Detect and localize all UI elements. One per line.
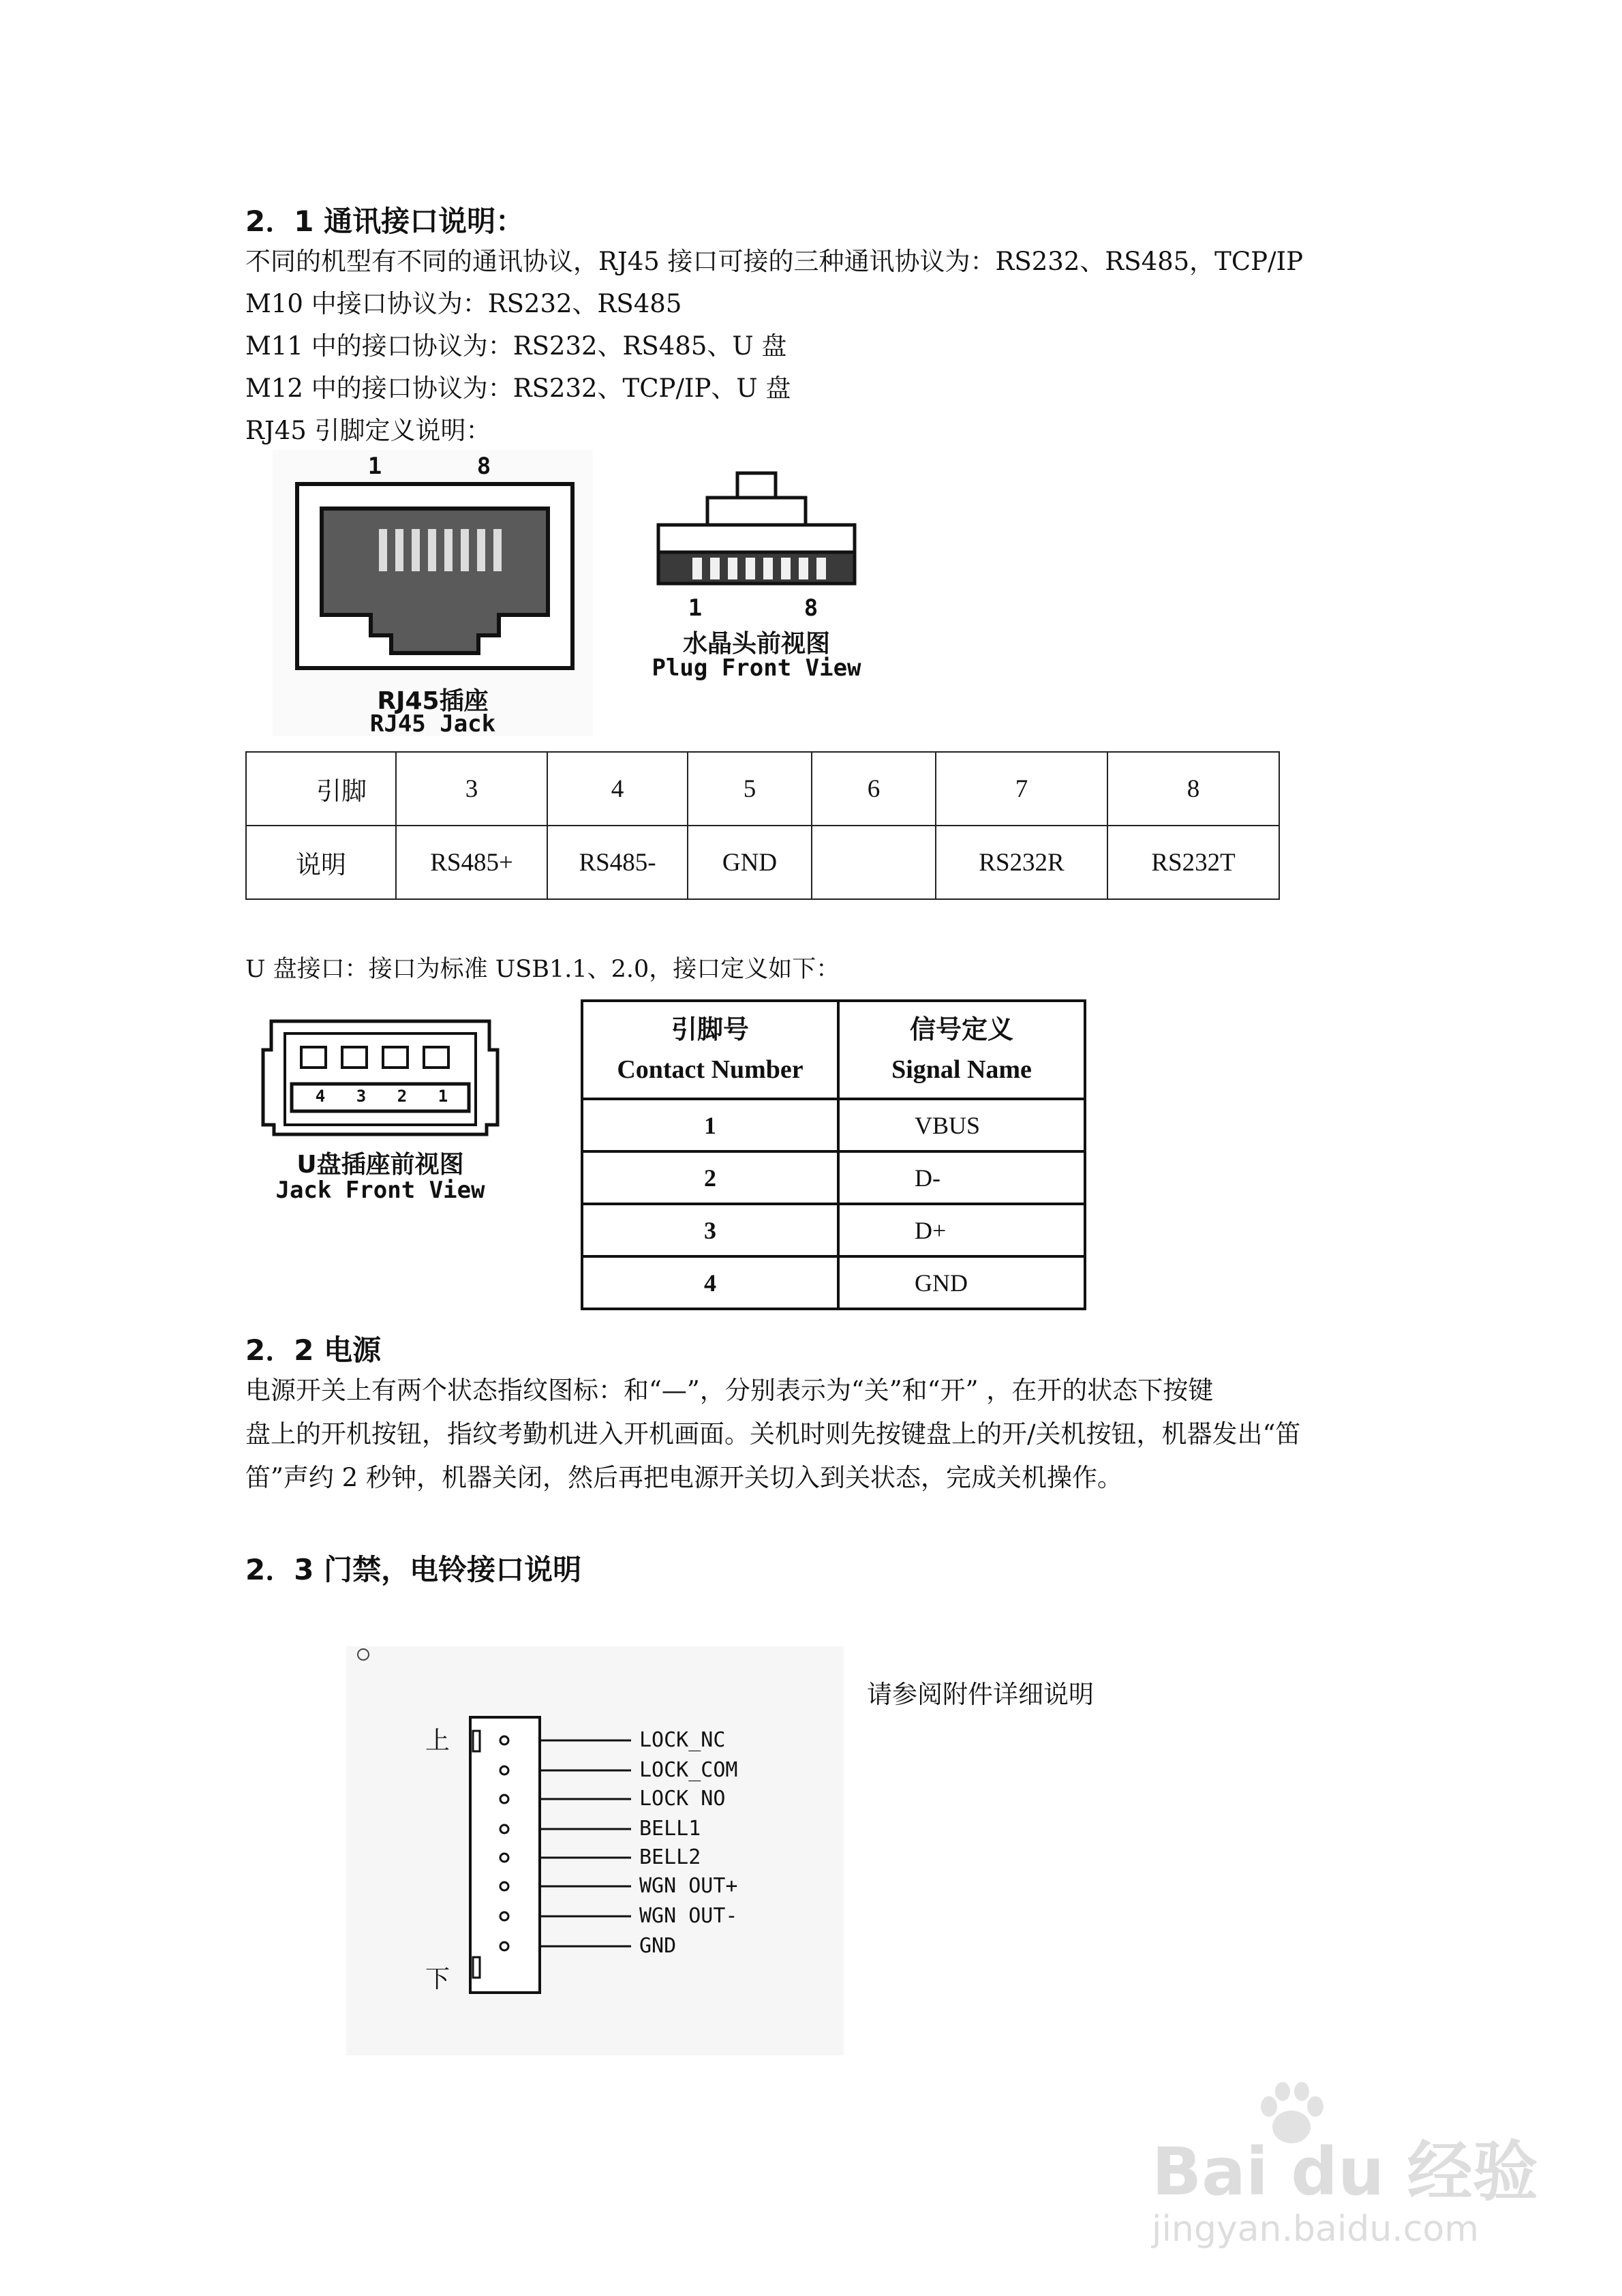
watermark-url: jingyan.baidu.com xyxy=(1152,2209,1479,2250)
terminal-label: LOCK_COM xyxy=(639,1758,738,1782)
watermark-brand: Bai du 经验 xyxy=(1152,2134,1538,2210)
table-row xyxy=(582,1099,1085,1151)
table-cell: 4 xyxy=(547,752,688,826)
top-label: 上 xyxy=(425,1727,450,1755)
table-cell: 8 xyxy=(1107,752,1279,826)
section-2-3-title: 2．3 门禁，电铃接口说明 xyxy=(245,1553,582,1586)
jack-label-en: RJ45 Jack xyxy=(369,710,496,738)
table-row xyxy=(582,1204,1085,1256)
bottom-label: 下 xyxy=(425,1965,450,1993)
table-cell: VBUS xyxy=(838,1099,1085,1151)
paragraph-line: 笛”声约 2 秒钟，机器关闭，然后再把电源开关切入到关状态，完成关机操作。 xyxy=(245,1463,1122,1492)
usb-pin-label: 1 xyxy=(438,1087,448,1106)
paragraph-line: M12 中的接口协议为：RS232、TCP/IP、U 盘 xyxy=(245,374,791,403)
jack-pin-first: 1 xyxy=(367,453,382,480)
column-header-signal: 信号定义 Signal Name xyxy=(838,1001,1085,1099)
paragraph-line: RJ45 引脚定义说明： xyxy=(245,416,491,445)
terminal-label: BELL1 xyxy=(639,1817,701,1841)
usb-pin-label: 2 xyxy=(397,1087,408,1106)
table-cell xyxy=(812,826,936,899)
rj45-plug-figure xyxy=(627,464,886,695)
table-row xyxy=(582,1151,1085,1204)
table-cell: RS232R xyxy=(936,826,1107,899)
baidu-watermark xyxy=(1152,2079,1574,2256)
table-cell: RS485+ xyxy=(396,826,547,899)
table-cell: RS485- xyxy=(547,826,688,899)
row-head-desc: 说明 xyxy=(246,826,396,899)
usb-intro: U 盘接口：接口为标准 USB1.1、2.0，接口定义如下： xyxy=(245,956,840,983)
table-cell: RS232T xyxy=(1107,826,1279,899)
table-cell: D- xyxy=(838,1151,1085,1204)
paragraph-line: 不同的机型有不同的通讯协议，RJ45 接口可接的三种通讯协议为：RS232、RS485，TCP/IP xyxy=(245,247,1304,276)
usb-jack-figure xyxy=(258,1009,503,1234)
terminal-label: GND xyxy=(639,1934,677,1958)
table-row xyxy=(582,1256,1085,1309)
table-row xyxy=(246,826,1279,899)
table-cell: GND xyxy=(688,826,812,899)
table-cell: 3 xyxy=(582,1204,838,1256)
rj45-jack-figure xyxy=(273,450,593,736)
connector-drawing xyxy=(346,1646,844,2055)
see-attachment-note: 请参阅附件详细说明 xyxy=(867,1680,1094,1709)
table-cell: 3 xyxy=(396,752,547,826)
paragraph-line: M11 中的接口协议为：RS232、RS485、U 盘 xyxy=(245,331,787,361)
terminal-label: BELL2 xyxy=(639,1845,701,1869)
terminal-label: LOCK_NC xyxy=(639,1728,726,1752)
terminal-label: LOCK NO xyxy=(639,1787,726,1811)
terminal-label: WGN OUT- xyxy=(639,1904,738,1928)
usb-pin-label: 3 xyxy=(356,1087,367,1106)
terminal-label: WGN OUT+ xyxy=(639,1874,738,1898)
usb-pin-table xyxy=(581,999,1086,1310)
paragraph-line: 电源开关上有两个状态指纹图标：和“—”，分别表示为“关”和“开” ，在开的状态下按键 xyxy=(245,1376,1214,1405)
table-cell: 6 xyxy=(812,752,936,826)
plug-label-cn: 水晶头前视图 xyxy=(682,630,830,658)
usb-label-en: Jack Front View xyxy=(275,1177,485,1204)
rj45-plug-drawing xyxy=(654,470,859,586)
plug-label-en: Plug Front View xyxy=(652,654,861,682)
section-2-2-title: 2．2 电源 xyxy=(245,1333,382,1367)
rj45-jack-drawing xyxy=(294,481,581,675)
table-header-row xyxy=(582,1001,1085,1099)
table-cell: 1 xyxy=(582,1099,838,1151)
table-row xyxy=(246,752,1279,826)
paragraph-line: M10 中接口协议为：RS232、RS485 xyxy=(245,289,682,318)
door-bell-connector-figure xyxy=(346,1646,844,2055)
row-head-pin: 引脚 xyxy=(246,752,396,826)
paragraph-line: 盘上的开机按钮，指纹考勤机进入开机画面。关机时则先按键盘上的开/关机按钮，机器发出“笛 xyxy=(245,1419,1301,1449)
plug-pin-first: 1 xyxy=(688,594,703,622)
plug-pin-last: 8 xyxy=(804,594,818,622)
column-header-contact: 引脚号 Contact Number xyxy=(582,1001,838,1099)
table-cell: 7 xyxy=(936,752,1107,826)
jack-pin-last: 8 xyxy=(476,453,491,480)
jack-label-cn: RJ45插座 xyxy=(377,687,489,715)
table-cell: GND xyxy=(838,1256,1085,1309)
usb-pin-label: 4 xyxy=(315,1087,326,1106)
usb-jack-drawing xyxy=(258,1009,503,1145)
table-cell: 2 xyxy=(582,1151,838,1204)
usb-label-cn: U盘插座前视图 xyxy=(296,1151,464,1179)
section-2-1-title: 2．1 通讯接口说明： xyxy=(245,205,525,238)
rj45-pin-table xyxy=(245,751,1280,900)
table-cell: D+ xyxy=(838,1204,1085,1256)
table-cell: 5 xyxy=(688,752,812,826)
small-circle-mark xyxy=(357,1648,369,1661)
table-cell: 4 xyxy=(582,1256,838,1309)
